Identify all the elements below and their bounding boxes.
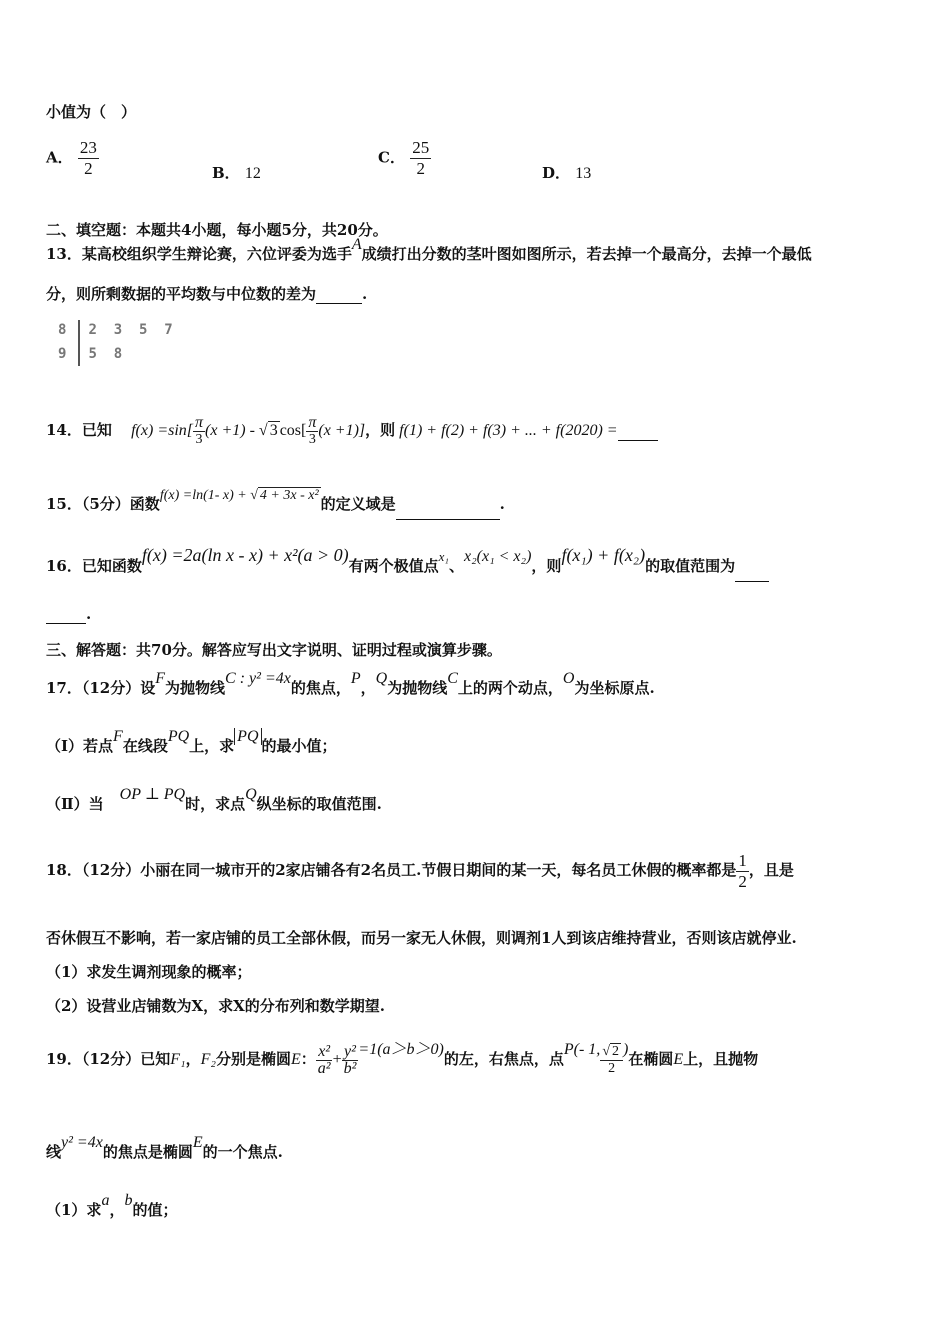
- q18-line2: 否休假互不影响，若一家店铺的员工全部休假，而另一家无人休假，则调剂1人到该店维持营业，否则该店就停业.: [46, 929, 797, 947]
- q16-mid: 有两个极值点: [348, 557, 439, 575]
- section2-heading: 二、填空题：本题共4小题，每小题5分，共20分。: [46, 221, 388, 239]
- q15-answer-blank[interactable]: [396, 505, 500, 520]
- q19-x-frac: [316, 1044, 333, 1077]
- q17-line: [46, 670, 655, 701]
- q15-end: .: [499, 495, 505, 513]
- q19-sqrt2: 2: [612, 1043, 619, 1059]
- q19-ynum: y²: [344, 1042, 356, 1060]
- q19-b: b: [124, 1192, 133, 1209]
- q13-text-a: 13．某高校组织学生辩论赛，六位评委为选手: [46, 245, 352, 263]
- q14-pi-1: π: [195, 413, 204, 431]
- q17-t5: 为坐标原点.: [574, 679, 655, 697]
- q17-p2b: 时，求点: [185, 795, 246, 813]
- q17-comma: ，: [360, 679, 376, 697]
- q14-sqrt-icon: √: [258, 422, 268, 439]
- option-a: [46, 138, 99, 179]
- q18-den: 2: [738, 871, 747, 891]
- q16-expr: f(x₁) + f(x₂): [561, 545, 646, 565]
- q16-line: [46, 545, 769, 582]
- q16-sep: 、: [448, 557, 464, 575]
- q17-p1abs: PQ: [234, 728, 261, 745]
- q18-part1: （1）求发生调剂现象的概率；: [46, 963, 252, 981]
- q17-p1F: F: [113, 728, 123, 745]
- q19-p-num: [600, 1044, 623, 1061]
- q13-line1: [46, 236, 812, 265]
- q13-line2: [46, 284, 367, 304]
- q13-var-a: A: [351, 236, 362, 253]
- q19-t2: 的左，右焦点，点: [443, 1050, 564, 1068]
- option-a-label: A．: [46, 148, 73, 167]
- q19-t1: 分别是椭圆: [215, 1050, 291, 1068]
- q19-p1a: （1）求: [46, 1201, 102, 1219]
- q14-pi-2: π: [308, 413, 317, 431]
- q14-three-2: 3: [308, 431, 316, 447]
- q17-prefix: 17．（12分）设: [46, 679, 156, 697]
- q14-sqrt3: 3: [269, 422, 278, 439]
- q17-p1PQ: PQ: [167, 728, 190, 745]
- leaves-9: 5 8: [88, 346, 123, 362]
- q16-end: .: [86, 605, 92, 623]
- option-b-value: 12: [244, 165, 261, 182]
- stem-9: 9: [58, 346, 67, 362]
- q19-part1: [46, 1192, 178, 1225]
- q19-l2c: 的一个焦点.: [202, 1143, 283, 1161]
- q14-mid3: (x +1)]: [318, 422, 366, 439]
- option-d: [542, 162, 591, 183]
- q14-prefix: 14．已知: [46, 421, 112, 439]
- q15-sqrt-icon: √: [250, 488, 258, 503]
- q18-line1: [46, 844, 794, 896]
- q16-prefix: 16．已知函数: [46, 557, 142, 575]
- q18-suffix: ，且是: [748, 861, 794, 879]
- q17-p2c: 纵坐标的取值范围.: [256, 795, 382, 813]
- q19-E: E: [290, 1051, 301, 1068]
- q19-eq: =1(a＞b＞0): [358, 1041, 444, 1058]
- option-c-num: 25: [412, 138, 430, 157]
- q15-suffix: 的定义域是: [320, 495, 396, 513]
- q17-p2cond: OP ⊥ PQ: [119, 786, 186, 803]
- q14-f-lhs: f(x) =sin[: [131, 422, 194, 439]
- stem-leaf-plot: [58, 318, 173, 366]
- q14-mid2: cos[: [279, 422, 307, 439]
- q19-l2b: 的焦点是椭圆: [102, 1143, 193, 1161]
- q17-p1a: （Ⅰ）若点: [46, 737, 114, 755]
- q19-pden: 2: [608, 1060, 616, 1076]
- q14-answer-blank[interactable]: [618, 426, 658, 441]
- q15-func: f(x) =ln(1- x) +: [159, 488, 251, 503]
- q14-then: ，则: [365, 421, 396, 439]
- q17-F: F: [155, 670, 166, 687]
- q17-t2: 的焦点，: [290, 679, 351, 697]
- q17-p2a: （Ⅱ）当: [46, 795, 104, 813]
- q12-tail: 小值为（ ）: [46, 103, 137, 121]
- q16-suffix: 的取值范围为: [645, 557, 736, 575]
- q17-p2Q: Q: [245, 786, 257, 803]
- q19-Pa: P(- 1,: [563, 1041, 601, 1058]
- option-c: [378, 138, 431, 179]
- q19-line2: [46, 1134, 283, 1167]
- q16-answer-blank-2[interactable]: [46, 609, 86, 624]
- q19-xden: a²: [317, 1059, 331, 1077]
- q13-text-b: 成绩打出分数的茎叶图如图所示，若去掉一个最高分，去掉一个最低: [361, 245, 812, 263]
- q17-curve: C : y² =4x: [225, 670, 291, 687]
- q19-F1: F₁: [170, 1051, 186, 1068]
- q17-part1: [46, 728, 337, 759]
- q14-frac-1: [193, 415, 205, 448]
- q14-three-1: 3: [195, 431, 203, 447]
- q19-y-frac: [342, 1044, 359, 1077]
- q18-num: 1: [738, 850, 747, 870]
- q14-frac-2: [306, 415, 318, 448]
- q19-Pb: ): [623, 1041, 629, 1058]
- q19-t4: 上，且抛物: [683, 1050, 759, 1068]
- q15-prefix: 15．（5分）函数: [46, 495, 160, 513]
- q19-t3: 在椭圆: [628, 1050, 674, 1068]
- q19-sqrt-icon: √: [602, 1043, 610, 1059]
- q16-x2: x₂(x₁ < x₂): [463, 548, 532, 565]
- q19-parab: y² =4x: [61, 1134, 103, 1151]
- q17-C: C: [447, 670, 458, 687]
- q16-x1: x₁: [438, 549, 449, 564]
- q17-p1c: 上，求: [189, 737, 235, 755]
- stem-leaf-divider: [78, 320, 80, 366]
- q19-colon: ：: [300, 1050, 316, 1068]
- q19-line1: [46, 1034, 758, 1085]
- q16-answer-blank-1[interactable]: [735, 567, 769, 582]
- q14-line: [46, 410, 658, 454]
- q19-l2a: 线: [46, 1143, 62, 1161]
- option-d-label: D．: [542, 164, 571, 182]
- q15-radicand: 4 + 3x - x²: [259, 488, 319, 503]
- option-a-num: 23: [79, 138, 97, 157]
- leaves-8: 2 3 5 7: [88, 322, 173, 338]
- option-c-den: 2: [416, 159, 425, 178]
- q19-a: a: [101, 1192, 110, 1209]
- option-d-value: 13: [575, 165, 592, 182]
- q17-p1d: 的最小值；: [261, 737, 337, 755]
- q13-end: .: [362, 285, 368, 303]
- stem-leaf-row-2: [58, 342, 173, 366]
- q19-E3: E: [192, 1134, 203, 1151]
- q17-Q: Q: [375, 670, 388, 687]
- q13-answer-blank[interactable]: [316, 289, 362, 304]
- q19-plus: +: [332, 1051, 342, 1068]
- option-c-label: C．: [378, 148, 405, 167]
- stem-leaf-row-1: [58, 318, 173, 342]
- section3-heading: 三、解答题：共70分。解答应写出文字说明、证明过程或演算步骤。: [46, 641, 502, 659]
- q19-F2: F₂: [200, 1051, 216, 1068]
- q16-then: ，则: [531, 557, 562, 575]
- option-b-label: B．: [212, 164, 240, 182]
- q19-xnum: x²: [318, 1042, 331, 1060]
- q19-prefix: 19．（12分）已知: [46, 1050, 171, 1068]
- q14-sum: f(1) + f(2) + f(3) + ... + f(2020) =: [399, 422, 618, 439]
- q17-t1: 为抛物线: [165, 679, 226, 697]
- q19-p-frac: [600, 1044, 623, 1077]
- q19-comma2: ，: [109, 1201, 125, 1219]
- q17-part2: [46, 786, 382, 817]
- option-a-fraction: [78, 138, 99, 179]
- q13-text-c: 分，则所剩数据的平均数与中位数的差为: [46, 285, 317, 303]
- q17-t4: 上的两个动点，: [457, 679, 563, 697]
- q18-frac: [736, 851, 749, 892]
- q16-func: f(x) =2a(ln x - x) + x²(a > 0): [141, 545, 349, 565]
- q17-t3: 为抛物线: [387, 679, 448, 697]
- q15-line: [46, 490, 505, 520]
- q17-P: P: [350, 670, 361, 687]
- q16-line2: [46, 604, 91, 624]
- q19-comma: ，: [185, 1050, 201, 1068]
- q19-yden: b²: [343, 1059, 357, 1077]
- q17-O: O: [562, 670, 575, 687]
- q18-prefix: 18．（12分）小丽在同一城市开的2家店铺各有2名员工.节假日期间的某一天，每名员工休假的概率都是: [46, 861, 737, 879]
- q17-p1b: 在线段: [122, 737, 168, 755]
- q18-part2: （2）设营业店铺数为X，求X的分布列和数学期望.: [46, 997, 385, 1015]
- stem-8: 8: [58, 322, 67, 338]
- option-a-den: 2: [84, 159, 93, 178]
- option-b: [212, 162, 261, 183]
- q19-E2: E: [673, 1051, 684, 1068]
- q14-mid1: (x +1) -: [205, 422, 259, 439]
- q19-p1b: 的值；: [132, 1201, 178, 1219]
- option-c-fraction: [410, 138, 431, 179]
